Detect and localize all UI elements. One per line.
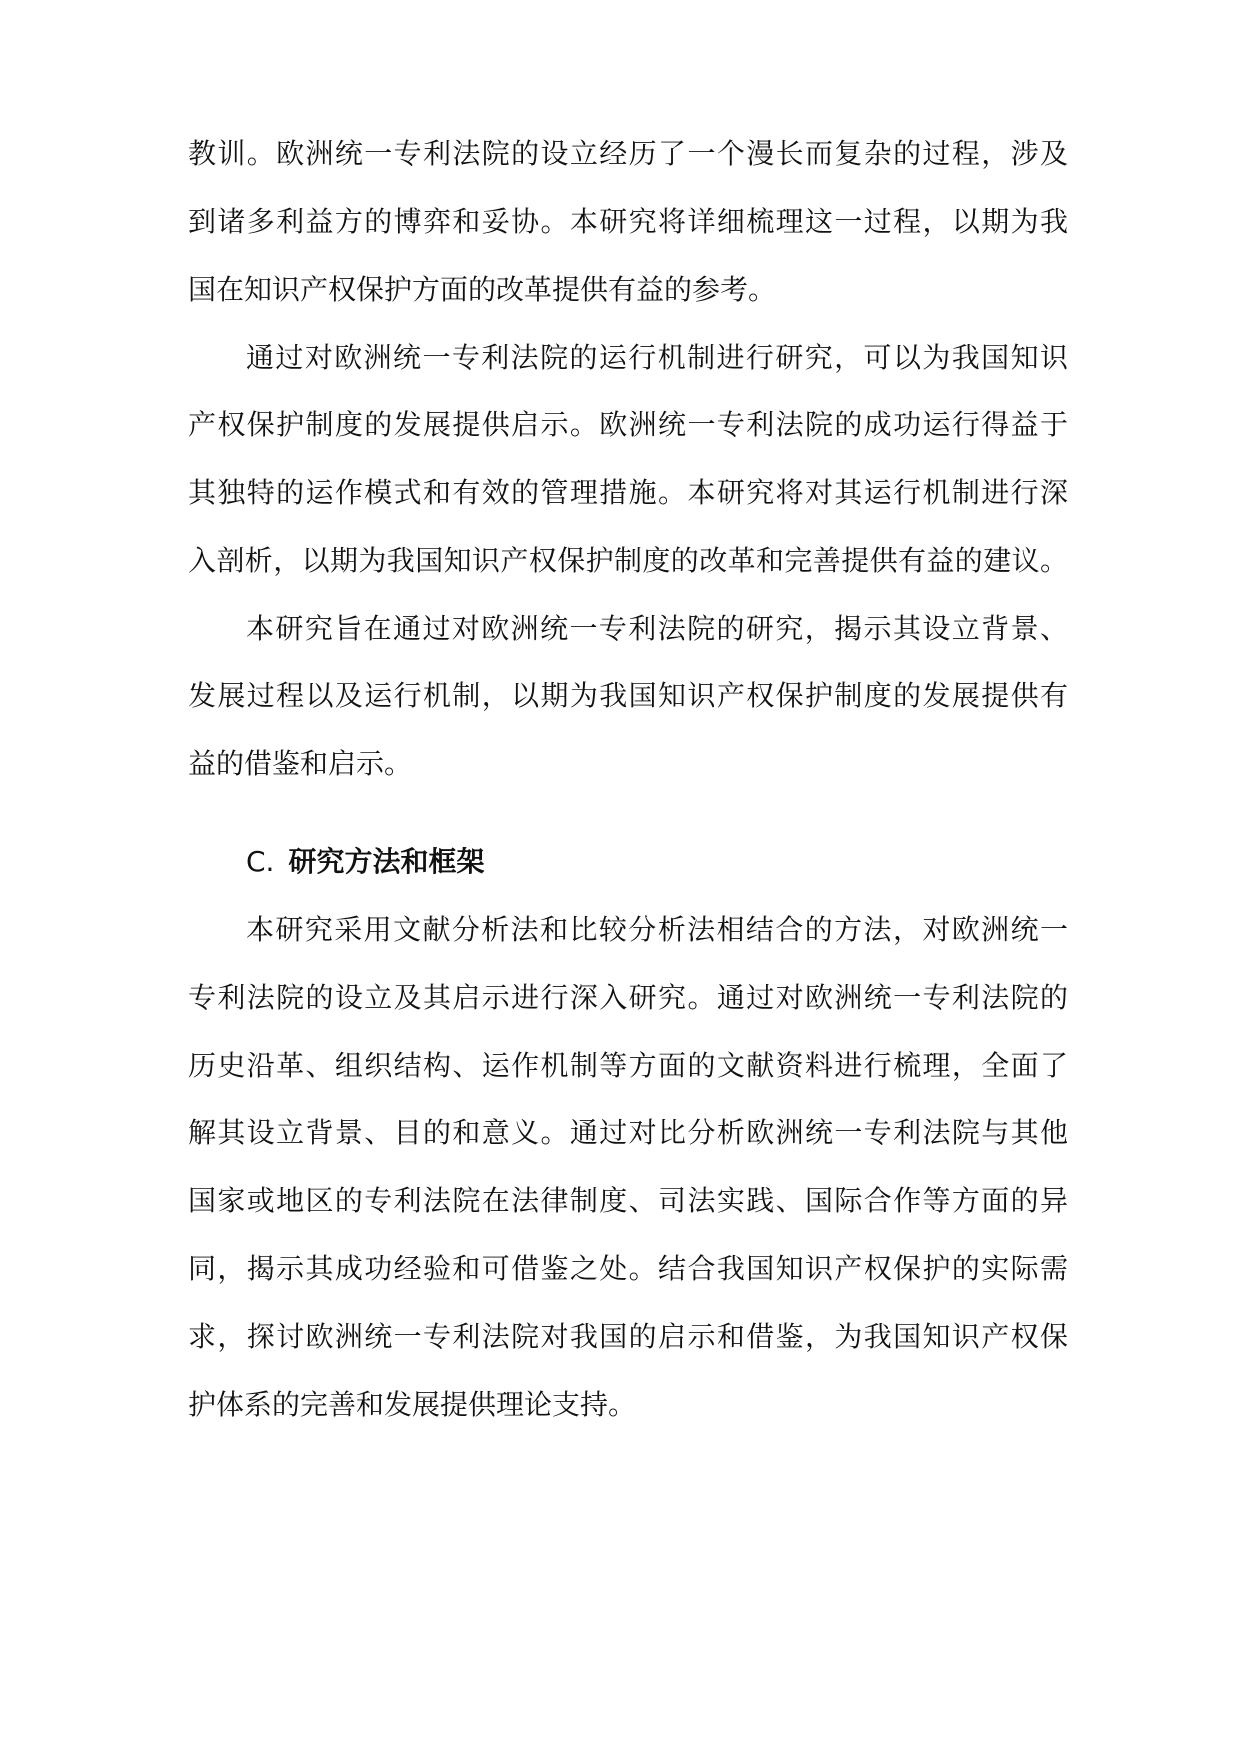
paragraph-1-line-1: 教训。欧洲统一专利法院的设立经历了一个漫长而复杂的过程，涉及 — [188, 137, 1068, 170]
section-paragraph-line-5: 国家或地区的专利法院在法律制度、司法实践、国际合作等方面的异 — [188, 1184, 1068, 1217]
paragraph-1-line-2: 到诸多利益方的博弈和妥协。本研究将详细梳理这一过程，以期为我 — [188, 205, 1068, 238]
paragraph-2-line-4: 入剖析，以期为我国知识产权保护制度的改革和完善提供有益的建议。 — [188, 544, 1068, 577]
section-paragraph-line-7: 求，探讨欧洲统一专利法院对我国的启示和借鉴，为我国知识产权保 — [188, 1320, 1068, 1353]
paragraph-2-line-1: 通过对欧洲统一专利法院的运行机制进行研究，可以为我国知识 — [246, 341, 1068, 374]
paragraph-2-line-3: 其独特的运作模式和有效的管理措施。本研究将对其运行机制进行深 — [188, 476, 1068, 509]
section-paragraph-line-1: 本研究采用文献分析法和比较分析法相结合的方法，对欧洲统一 — [246, 913, 1068, 946]
paragraph-1-line-3: 国在知识产权保护方面的改革提供有益的参考。 — [188, 273, 777, 306]
paragraph-3-line-1: 本研究旨在通过对欧洲统一专利法院的研究，揭示其设立背景、 — [246, 612, 1068, 645]
section-number: C. — [246, 845, 275, 878]
paragraph-3-line-2: 发展过程以及运行机制，以期为我国知识产权保护制度的发展提供有 — [188, 679, 1068, 712]
section-paragraph-line-3: 历史沿革、组织结构、运作机制等方面的文献资料进行梳理，全面了 — [188, 1049, 1068, 1082]
section-paragraph-line-6: 同，揭示其成功经验和可借鉴之处。结合我国知识产权保护的实际需 — [188, 1252, 1068, 1285]
paragraph-2-line-2: 产权保护制度的发展提供启示。欧洲统一专利法院的成功运行得益于 — [188, 408, 1068, 441]
section-title: 研究方法和框架 — [288, 845, 485, 878]
section-paragraph-line-4: 解其设立背景、目的和意义。通过对比分析欧洲统一专利法院与其他 — [188, 1116, 1068, 1149]
paragraph-3-line-3: 益的借鉴和启示。 — [188, 747, 413, 780]
section-paragraph-line-2: 专利法院的设立及其启示进行深入研究。通过对欧洲统一专利法院的 — [188, 981, 1068, 1014]
section-paragraph-line-8: 护体系的完善和发展提供理论支持。 — [188, 1388, 637, 1421]
section-heading — [246, 844, 484, 880]
